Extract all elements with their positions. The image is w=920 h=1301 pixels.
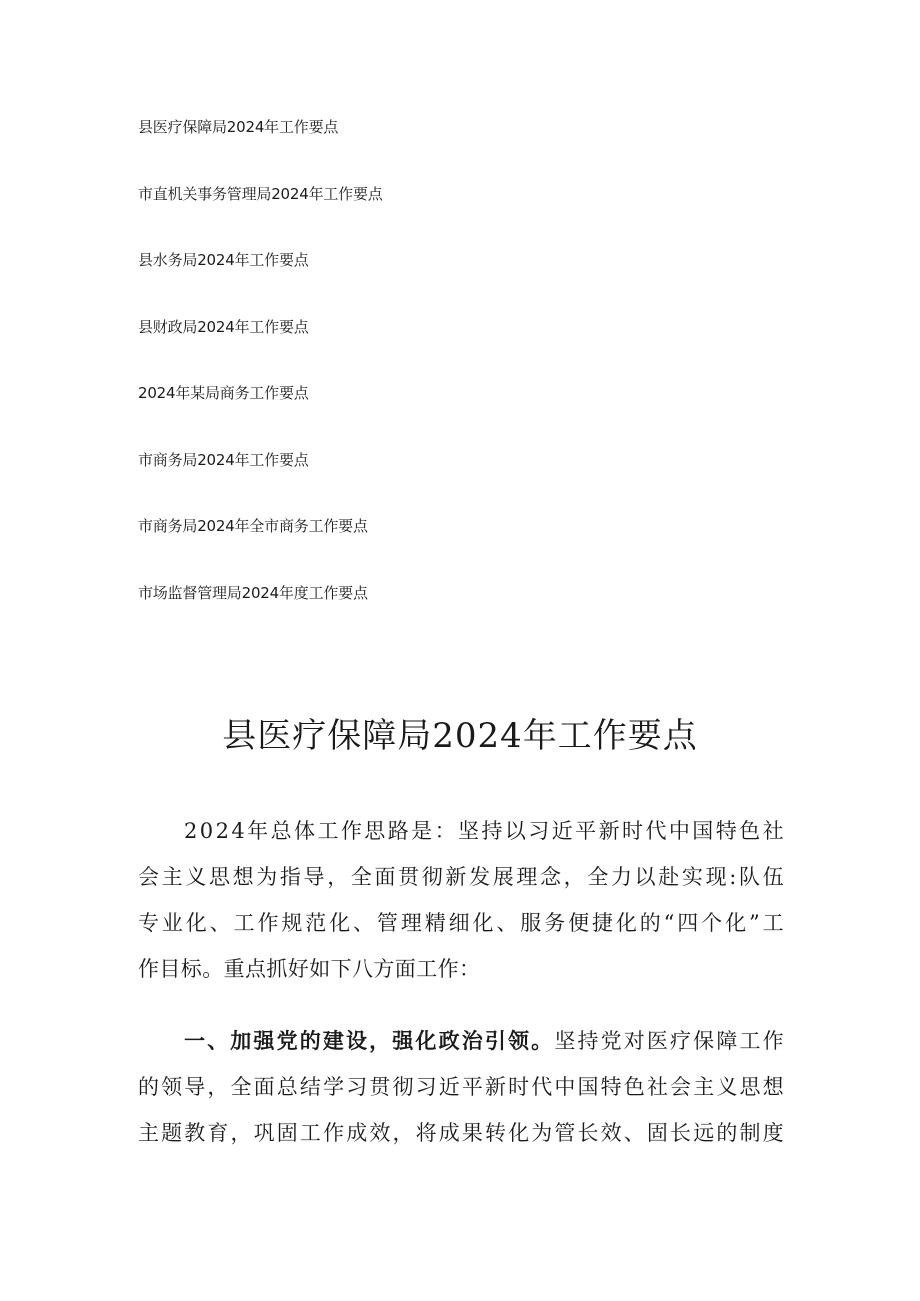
paragraph-line: 2024年总体工作思路是：坚持以习近平新时代中国特色社 [184, 819, 787, 843]
paragraph-line: 的领导，全面总结学习贯彻习近平新时代中国特色社会主义思想 [138, 1075, 786, 1099]
paragraph-line: 专业化、工作规范化、管理精细化、服务便捷化的“四个化”工 [138, 911, 787, 935]
toc-item-7[interactable]: 市商务局2024年全市商务工作要点 [138, 517, 368, 535]
document-title: 县医疗保障局2024年工作要点 [222, 716, 698, 756]
section-heading: 一、加强党的建设，强化政治引领。 [184, 1028, 555, 1053]
paragraph-line [138, 1018, 784, 1064]
toc-item-3[interactable]: 县水务局2024年工作要点 [138, 251, 309, 269]
paragraph-line: 作目标。重点抓好如下八方面工作： [138, 957, 481, 981]
toc-item-1[interactable]: 县医疗保障局2024年工作要点 [138, 118, 339, 136]
toc-item-6[interactable]: 市商务局2024年工作要点 [138, 450, 309, 469]
paragraph-line: 会主义思想为指导，全面贯彻新发展理念，全力以赴实现:队伍 [138, 865, 787, 889]
toc-item-8[interactable]: 市场监督管理局2024年度工作要点 [138, 583, 368, 602]
toc-item-4[interactable]: 县财政局2024年工作要点 [138, 317, 309, 336]
toc-item-2[interactable]: 市直机关事务管理局2024年工作要点 [138, 184, 383, 203]
table-of-contents [138, 117, 758, 649]
toc-item-5[interactable]: 2024年某局商务工作要点 [138, 384, 309, 402]
paragraph-overview [138, 808, 787, 992]
paragraph-text: 坚持党对医疗保障工作 [554, 1029, 786, 1053]
paragraph-party-building [138, 1018, 784, 1156]
paragraph-line: 主题教育，巩固工作成效，将成果转化为管长效、固长远的制度 [138, 1121, 786, 1145]
